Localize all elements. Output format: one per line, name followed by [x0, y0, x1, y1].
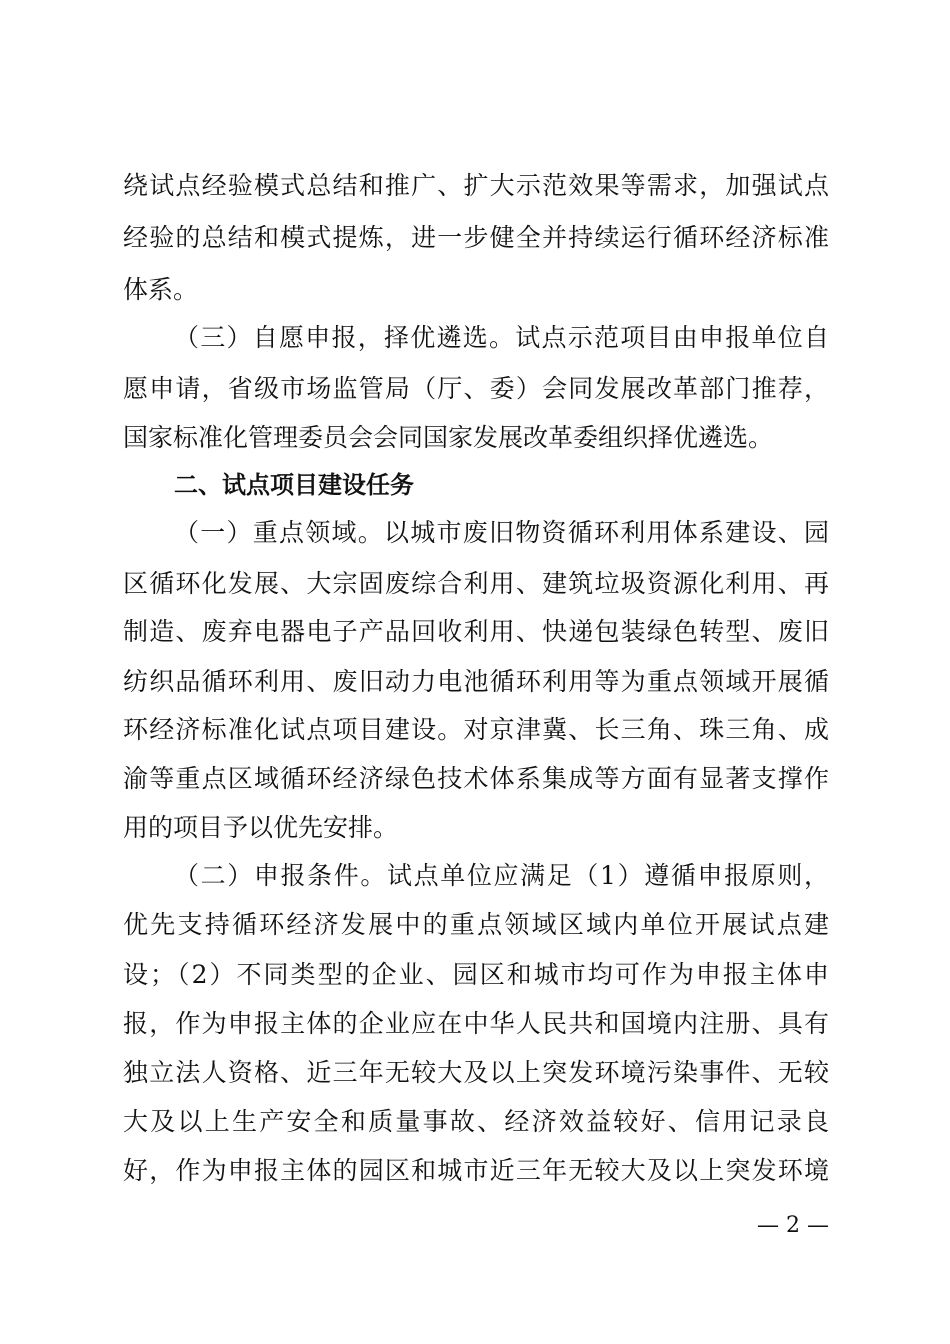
- body-line: 独立法人资格、近三年无较大及以上突发环境污染事件、无较: [123, 1058, 829, 1087]
- section-heading: 二、试点项目建设任务: [174, 471, 414, 499]
- body-line: 经验的总结和模式提炼，进一步健全并持续运行循环经济标准: [123, 223, 829, 252]
- body-line: 好，作为申报主体的园区和城市近三年无较大及以上突发环境: [123, 1156, 829, 1185]
- body-line: 纺织品循环利用、废旧动力电池循环利用等为重点领域开展循: [123, 667, 829, 696]
- body-line: 体系。: [123, 275, 199, 304]
- body-line: （二）申报条件。试点单位应满足（1）遵循申报原则，: [174, 861, 829, 890]
- body-line: 区循环化发展、大宗固废综合利用、建筑垃圾资源化利用、再: [123, 569, 829, 598]
- body-line: 绕试点经验模式总结和推广、扩大示范效果等需求，加强试点: [123, 171, 829, 200]
- body-line: 国家标准化管理委员会会同国家发展改革委组织择优遴选。: [123, 423, 774, 452]
- body-line: （三）自愿申报，择优遴选。试点示范项目由申报单位自: [174, 323, 829, 352]
- page-number: — 2 —: [757, 1213, 829, 1238]
- body-line: 环经济标准化试点项目建设。对京津冀、长三角、珠三角、成: [123, 715, 829, 744]
- body-line: 大及以上生产安全和质量事故、经济效益较好、信用记录良: [123, 1107, 829, 1136]
- body-line: 报，作为申报主体的企业应在中华人民共和国境内注册、具有: [123, 1009, 829, 1038]
- body-line: （一）重点领域。以城市废旧物资循环利用体系建设、园: [174, 518, 829, 547]
- body-line: 制造、废弃电器电子产品回收利用、快递包装绿色转型、废旧: [123, 617, 829, 646]
- body-line: 渝等重点区域循环经济绿色技术体系集成等方面有显著支撑作: [123, 764, 829, 793]
- body-line: 用的项目予以优先安排。: [123, 813, 399, 842]
- body-line: 愿申请，省级市场监管局（厅、委）会同发展改革部门推荐，: [123, 374, 829, 403]
- body-line: 设；（2）不同类型的企业、园区和城市均可作为申报主体申: [123, 960, 829, 989]
- body-line: 优先支持循环经济发展中的重点领域区域内单位开展试点建: [123, 910, 829, 939]
